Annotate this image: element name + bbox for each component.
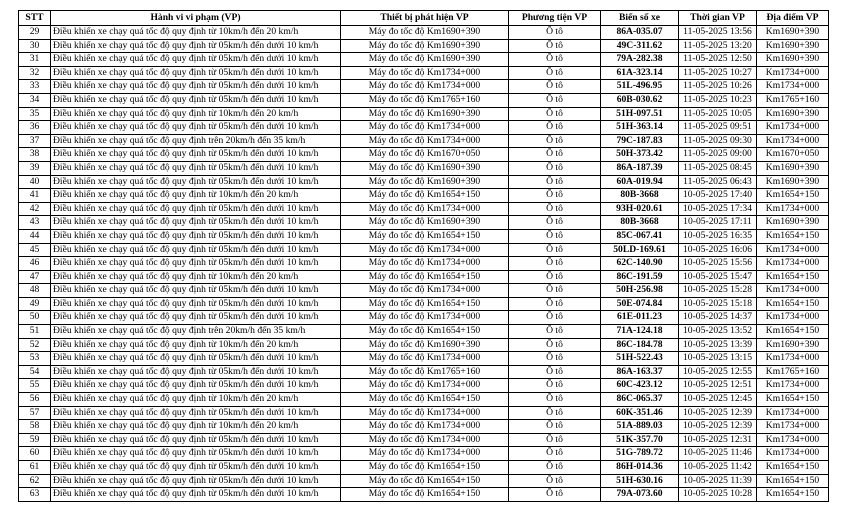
cell-time: 11-05-2025 06:43 — [679, 175, 757, 189]
cell-action: Điều khiển xe chạy quá tốc độ quy định từ 05km/h đến dưới 10 km/h — [51, 80, 341, 94]
cell-location: Km1734+000 — [757, 257, 829, 271]
cell-vehicle: Ô tô — [509, 39, 601, 53]
cell-device: Máy đo tốc độ Km1734+000 — [341, 420, 509, 434]
cell-location: Km1690+390 — [757, 26, 829, 40]
violations-table — [18, 10, 829, 502]
table-row — [19, 433, 829, 447]
cell-device: Máy đo tốc độ Km1690+390 — [341, 175, 509, 189]
cell-vehicle: Ô tô — [509, 474, 601, 488]
cell-vehicle: Ô tô — [509, 284, 601, 298]
table-row — [19, 338, 829, 352]
cell-stt: 57 — [19, 406, 51, 420]
cell-action: Điều khiển xe chạy quá tốc độ quy định từ 05km/h đến dưới 10 km/h — [51, 352, 341, 366]
cell-device: Máy đo tốc độ Km1734+000 — [341, 352, 509, 366]
table-row — [19, 161, 829, 175]
cell-location: Km1765+160 — [757, 365, 829, 379]
cell-vehicle: Ô tô — [509, 257, 601, 271]
cell-vehicle: Ô tô — [509, 107, 601, 121]
cell-action: Điều khiển xe chạy quá tốc độ quy định từ 05km/h đến dưới 10 km/h — [51, 93, 341, 107]
cell-plate: 60B-030.62 — [601, 93, 679, 107]
cell-action: Điều khiển xe chạy quá tốc độ quy định từ 05km/h đến dưới 10 km/h — [51, 175, 341, 189]
cell-stt: 59 — [19, 433, 51, 447]
cell-location: Km1654+150 — [757, 325, 829, 339]
cell-plate: 86A-163.37 — [601, 365, 679, 379]
cell-location: Km1734+000 — [757, 202, 829, 216]
cell-location: Km1734+000 — [757, 284, 829, 298]
cell-plate: 86A-035.07 — [601, 26, 679, 40]
table-row — [19, 474, 829, 488]
cell-stt: 30 — [19, 39, 51, 53]
cell-location: Km1670+050 — [757, 148, 829, 162]
cell-stt: 32 — [19, 66, 51, 80]
cell-device: Máy đo tốc độ Km1734+000 — [341, 257, 509, 271]
cell-plate: 79C-187.83 — [601, 134, 679, 148]
cell-stt: 51 — [19, 325, 51, 339]
cell-device: Máy đo tốc độ Km1765+160 — [341, 365, 509, 379]
cell-location: Km1734+000 — [757, 134, 829, 148]
cell-time: 10-05-2025 17:34 — [679, 202, 757, 216]
cell-device: Máy đo tốc độ Km1734+000 — [341, 66, 509, 80]
cell-location: Km1690+390 — [757, 338, 829, 352]
cell-vehicle: Ô tô — [509, 393, 601, 407]
table-row — [19, 107, 829, 121]
cell-stt: 38 — [19, 148, 51, 162]
cell-stt: 35 — [19, 107, 51, 121]
cell-location: Km1690+390 — [757, 161, 829, 175]
cell-device: Máy đo tốc độ Km1654+150 — [341, 488, 509, 502]
cell-plate: 93H-020.61 — [601, 202, 679, 216]
cell-vehicle: Ô tô — [509, 80, 601, 94]
cell-stt: 61 — [19, 461, 51, 475]
cell-plate: 61E-011.23 — [601, 311, 679, 325]
cell-action: Điều khiển xe chạy quá tốc độ quy định từ 10km/h đến 20 km/h — [51, 338, 341, 352]
cell-stt: 62 — [19, 474, 51, 488]
cell-vehicle: Ô tô — [509, 420, 601, 434]
cell-action: Điều khiển xe chạy quá tốc độ quy định từ 05km/h đến dưới 10 km/h — [51, 229, 341, 243]
cell-location: Km1734+000 — [757, 243, 829, 257]
cell-plate: 49C-311.62 — [601, 39, 679, 53]
cell-location: Km1654+150 — [757, 488, 829, 502]
cell-stt: 29 — [19, 26, 51, 40]
cell-action: Điều khiển xe chạy quá tốc độ quy định từ 05km/h đến dưới 10 km/h — [51, 461, 341, 475]
cell-plate: 51H-522.43 — [601, 352, 679, 366]
cell-stt: 41 — [19, 189, 51, 203]
table-row — [19, 216, 829, 230]
cell-plate: 60C-423.12 — [601, 379, 679, 393]
cell-location: Km1734+000 — [757, 352, 829, 366]
cell-action: Điều khiển xe chạy quá tốc độ quy định từ 05km/h đến dưới 10 km/h — [51, 121, 341, 135]
cell-location: Km1654+150 — [757, 393, 829, 407]
cell-plate: 51H-097.51 — [601, 107, 679, 121]
cell-action: Điều khiển xe chạy quá tốc độ quy định từ 05km/h đến dưới 10 km/h — [51, 433, 341, 447]
table-row — [19, 229, 829, 243]
cell-time: 10-05-2025 16:35 — [679, 229, 757, 243]
cell-device: Máy đo tốc độ Km1734+000 — [341, 134, 509, 148]
cell-device: Máy đo tốc độ Km1690+390 — [341, 39, 509, 53]
cell-time: 11-05-2025 10:23 — [679, 93, 757, 107]
cell-time: 10-05-2025 13:15 — [679, 352, 757, 366]
header-action: Hành vi vi phạm (VP) — [51, 11, 341, 26]
cell-plate: 50H-256.98 — [601, 284, 679, 298]
cell-plate: 86C-065.37 — [601, 393, 679, 407]
table-row — [19, 311, 829, 325]
table-row — [19, 66, 829, 80]
cell-action: Điều khiển xe chạy quá tốc độ quy định từ 10km/h đến 20 km/h — [51, 107, 341, 121]
table-row — [19, 243, 829, 257]
cell-stt: 37 — [19, 134, 51, 148]
cell-location: Km1734+000 — [757, 80, 829, 94]
cell-stt: 55 — [19, 379, 51, 393]
cell-plate: 79A-073.60 — [601, 488, 679, 502]
cell-time: 10-05-2025 11:42 — [679, 461, 757, 475]
cell-device: Máy đo tốc độ Km1734+000 — [341, 406, 509, 420]
cell-vehicle: Ô tô — [509, 66, 601, 80]
cell-device: Máy đo tốc độ Km1654+150 — [341, 297, 509, 311]
cell-stt: 47 — [19, 270, 51, 284]
cell-device: Máy đo tốc độ Km1690+390 — [341, 53, 509, 67]
cell-device: Máy đo tốc độ Km1654+150 — [341, 393, 509, 407]
cell-device: Máy đo tốc độ Km1734+000 — [341, 379, 509, 393]
cell-time: 10-05-2025 12:39 — [679, 406, 757, 420]
cell-stt: 50 — [19, 311, 51, 325]
cell-device: Máy đo tốc độ Km1734+000 — [341, 80, 509, 94]
table-row — [19, 39, 829, 53]
cell-plate: 86C-191.59 — [601, 270, 679, 284]
cell-plate: 50H-373.42 — [601, 148, 679, 162]
cell-time: 11-05-2025 09:30 — [679, 134, 757, 148]
cell-stt: 36 — [19, 121, 51, 135]
table-row — [19, 189, 829, 203]
cell-plate: 51H-363.14 — [601, 121, 679, 135]
cell-vehicle: Ô tô — [509, 488, 601, 502]
cell-action: Điều khiển xe chạy quá tốc độ quy định từ 10km/h đến 20 km/h — [51, 189, 341, 203]
cell-device: Máy đo tốc độ Km1654+150 — [341, 461, 509, 475]
cell-plate: 85C-067.41 — [601, 229, 679, 243]
cell-action: Điều khiển xe chạy quá tốc độ quy định từ 05km/h đến dưới 10 km/h — [51, 53, 341, 67]
cell-action: Điều khiển xe chạy quá tốc độ quy định trên 20km/h đến 35 km/h — [51, 134, 341, 148]
cell-location: Km1734+000 — [757, 433, 829, 447]
cell-stt: 45 — [19, 243, 51, 257]
cell-location: Km1654+150 — [757, 189, 829, 203]
cell-action: Điều khiển xe chạy quá tốc độ quy định từ 05km/h đến dưới 10 km/h — [51, 66, 341, 80]
cell-stt: 53 — [19, 352, 51, 366]
cell-device: Máy đo tốc độ Km1654+150 — [341, 229, 509, 243]
cell-action: Điều khiển xe chạy quá tốc độ quy định từ 10km/h đến 20 km/h — [51, 420, 341, 434]
cell-location: Km1690+390 — [757, 107, 829, 121]
table-row — [19, 406, 829, 420]
cell-stt: 63 — [19, 488, 51, 502]
cell-action: Điều khiển xe chạy quá tốc độ quy định từ 05km/h đến dưới 10 km/h — [51, 406, 341, 420]
cell-location: Km1734+000 — [757, 379, 829, 393]
cell-vehicle: Ô tô — [509, 325, 601, 339]
cell-time: 11-05-2025 13:20 — [679, 39, 757, 53]
cell-plate: 62C-140.90 — [601, 257, 679, 271]
cell-action: Điều khiển xe chạy quá tốc độ quy định từ 05km/h đến dưới 10 km/h — [51, 39, 341, 53]
header-location: Địa điểm VP — [757, 11, 829, 26]
cell-stt: 60 — [19, 447, 51, 461]
table-row — [19, 257, 829, 271]
cell-vehicle: Ô tô — [509, 121, 601, 135]
cell-plate: 51L-496.95 — [601, 80, 679, 94]
cell-vehicle: Ô tô — [509, 447, 601, 461]
cell-action: Điều khiển xe chạy quá tốc độ quy định từ 05km/h đến dưới 10 km/h — [51, 202, 341, 216]
cell-device: Máy đo tốc độ Km1690+390 — [341, 107, 509, 121]
table-header-row — [19, 11, 829, 26]
cell-device: Máy đo tốc độ Km1654+150 — [341, 270, 509, 284]
cell-vehicle: Ô tô — [509, 311, 601, 325]
cell-action: Điều khiển xe chạy quá tốc độ quy định từ 05km/h đến dưới 10 km/h — [51, 161, 341, 175]
cell-time: 11-05-2025 10:27 — [679, 66, 757, 80]
cell-location: Km1690+390 — [757, 175, 829, 189]
cell-time: 11-05-2025 13:56 — [679, 26, 757, 40]
cell-vehicle: Ô tô — [509, 433, 601, 447]
cell-location: Km1734+000 — [757, 406, 829, 420]
table-row — [19, 365, 829, 379]
cell-plate: 60A-019.94 — [601, 175, 679, 189]
cell-action: Điều khiển xe chạy quá tốc độ quy định từ 10km/h đến 20 km/h — [51, 393, 341, 407]
cell-stt: 42 — [19, 202, 51, 216]
cell-action: Điều khiển xe chạy quá tốc độ quy định từ 10km/h đến 20 km/h — [51, 270, 341, 284]
cell-device: Máy đo tốc độ Km1654+150 — [341, 325, 509, 339]
cell-location: Km1765+160 — [757, 93, 829, 107]
cell-plate: 50E-074.84 — [601, 297, 679, 311]
cell-device: Máy đo tốc độ Km1734+000 — [341, 311, 509, 325]
cell-action: Điều khiển xe chạy quá tốc độ quy định từ 05km/h đến dưới 10 km/h — [51, 474, 341, 488]
cell-plate: 61A-323.14 — [601, 66, 679, 80]
cell-stt: 39 — [19, 161, 51, 175]
cell-time: 10-05-2025 17:11 — [679, 216, 757, 230]
cell-plate: 60K-351.46 — [601, 406, 679, 420]
cell-vehicle: Ô tô — [509, 338, 601, 352]
cell-time: 11-05-2025 09:51 — [679, 121, 757, 135]
cell-action: Điều khiển xe chạy quá tốc độ quy định từ 05km/h đến dưới 10 km/h — [51, 257, 341, 271]
cell-vehicle: Ô tô — [509, 243, 601, 257]
cell-device: Máy đo tốc độ Km1654+150 — [341, 189, 509, 203]
cell-action: Điều khiển xe chạy quá tốc độ quy định từ 05km/h đến dưới 10 km/h — [51, 284, 341, 298]
cell-plate: 51K-357.70 — [601, 433, 679, 447]
cell-plate: 86C-184.78 — [601, 338, 679, 352]
cell-vehicle: Ô tô — [509, 229, 601, 243]
cell-stt: 31 — [19, 53, 51, 67]
cell-device: Máy đo tốc độ Km1734+000 — [341, 121, 509, 135]
cell-plate: 51A-889.03 — [601, 420, 679, 434]
cell-time: 11-05-2025 10:05 — [679, 107, 757, 121]
cell-action: Điều khiển xe chạy quá tốc độ quy định từ 05km/h đến dưới 10 km/h — [51, 297, 341, 311]
table-row — [19, 379, 829, 393]
cell-time: 10-05-2025 12:39 — [679, 420, 757, 434]
cell-device: Máy đo tốc độ Km1670+050 — [341, 148, 509, 162]
cell-plate: 50LD-169.61 — [601, 243, 679, 257]
cell-plate: 79A-282.38 — [601, 53, 679, 67]
cell-plate: 51G-789.72 — [601, 447, 679, 461]
cell-action: Điều khiển xe chạy quá tốc độ quy định từ 05km/h đến dưới 10 km/h — [51, 216, 341, 230]
table-row — [19, 297, 829, 311]
cell-time: 11-05-2025 08:45 — [679, 161, 757, 175]
cell-time: 10-05-2025 12:51 — [679, 379, 757, 393]
table-row — [19, 420, 829, 434]
cell-time: 10-05-2025 11:39 — [679, 474, 757, 488]
table-row — [19, 175, 829, 189]
cell-vehicle: Ô tô — [509, 202, 601, 216]
cell-device: Máy đo tốc độ Km1690+390 — [341, 26, 509, 40]
cell-vehicle: Ô tô — [509, 134, 601, 148]
table-row — [19, 461, 829, 475]
table-row — [19, 121, 829, 135]
cell-time: 10-05-2025 12:45 — [679, 393, 757, 407]
cell-action: Điều khiển xe chạy quá tốc độ quy định trên 20km/h đến 35 km/h — [51, 325, 341, 339]
cell-time: 10-05-2025 11:46 — [679, 447, 757, 461]
cell-time: 10-05-2025 16:06 — [679, 243, 757, 257]
cell-device: Máy đo tốc độ Km1690+390 — [341, 161, 509, 175]
table-row — [19, 325, 829, 339]
cell-action: Điều khiển xe chạy quá tốc độ quy định từ 05km/h đến dưới 10 km/h — [51, 447, 341, 461]
table-row — [19, 93, 829, 107]
cell-vehicle: Ô tô — [509, 379, 601, 393]
table-row — [19, 26, 829, 40]
cell-time: 10-05-2025 15:18 — [679, 297, 757, 311]
cell-time: 10-05-2025 15:28 — [679, 284, 757, 298]
cell-device: Máy đo tốc độ Km1734+000 — [341, 447, 509, 461]
header-stt: STT — [19, 11, 51, 26]
cell-device: Máy đo tốc độ Km1654+150 — [341, 474, 509, 488]
cell-location: Km1690+390 — [757, 53, 829, 67]
header-device: Thiết bị phát hiện VP — [341, 11, 509, 26]
cell-stt: 52 — [19, 338, 51, 352]
cell-time: 10-05-2025 14:37 — [679, 311, 757, 325]
cell-stt: 43 — [19, 216, 51, 230]
cell-vehicle: Ô tô — [509, 189, 601, 203]
cell-vehicle: Ô tô — [509, 461, 601, 475]
table-row — [19, 270, 829, 284]
cell-location: Km1654+150 — [757, 474, 829, 488]
cell-location: Km1734+000 — [757, 121, 829, 135]
cell-location: Km1654+150 — [757, 461, 829, 475]
cell-time: 11-05-2025 09:00 — [679, 148, 757, 162]
table-body — [19, 26, 829, 502]
table-row — [19, 134, 829, 148]
cell-action: Điều khiển xe chạy quá tốc độ quy định từ 05km/h đến dưới 10 km/h — [51, 365, 341, 379]
cell-vehicle: Ô tô — [509, 406, 601, 420]
cell-device: Máy đo tốc độ Km1734+000 — [341, 433, 509, 447]
cell-time: 11-05-2025 10:26 — [679, 80, 757, 94]
cell-stt: 46 — [19, 257, 51, 271]
cell-location: Km1690+390 — [757, 216, 829, 230]
cell-stt: 40 — [19, 175, 51, 189]
cell-time: 10-05-2025 15:56 — [679, 257, 757, 271]
cell-stt: 48 — [19, 284, 51, 298]
cell-location: Km1734+000 — [757, 311, 829, 325]
cell-vehicle: Ô tô — [509, 216, 601, 230]
cell-vehicle: Ô tô — [509, 148, 601, 162]
cell-action: Điều khiển xe chạy quá tốc độ quy định từ 05km/h đến dưới 10 km/h — [51, 379, 341, 393]
cell-action: Điều khiển xe chạy quá tốc độ quy định từ 05km/h đến dưới 10 km/h — [51, 148, 341, 162]
cell-vehicle: Ô tô — [509, 352, 601, 366]
cell-time: 11-05-2025 12:50 — [679, 53, 757, 67]
cell-device: Máy đo tốc độ Km1690+390 — [341, 216, 509, 230]
cell-device: Máy đo tốc độ Km1734+000 — [341, 243, 509, 257]
cell-action: Điều khiển xe chạy quá tốc độ quy định từ 05km/h đến dưới 10 km/h — [51, 311, 341, 325]
cell-device: Máy đo tốc độ Km1734+000 — [341, 284, 509, 298]
table-row — [19, 393, 829, 407]
cell-stt: 33 — [19, 80, 51, 94]
table-row — [19, 80, 829, 94]
cell-location: Km1690+390 — [757, 39, 829, 53]
cell-action: Điều khiển xe chạy quá tốc độ quy định từ 05km/h đến dưới 10 km/h — [51, 488, 341, 502]
header-vehicle: Phương tiện VP — [509, 11, 601, 26]
cell-vehicle: Ô tô — [509, 270, 601, 284]
cell-vehicle: Ô tô — [509, 53, 601, 67]
cell-plate: 80B-3668 — [601, 216, 679, 230]
header-plate: Biển số xe — [601, 11, 679, 26]
table-row — [19, 202, 829, 216]
cell-stt: 34 — [19, 93, 51, 107]
table-row — [19, 148, 829, 162]
table-row — [19, 447, 829, 461]
cell-time: 10-05-2025 12:55 — [679, 365, 757, 379]
cell-vehicle: Ô tô — [509, 26, 601, 40]
cell-vehicle: Ô tô — [509, 161, 601, 175]
cell-time: 10-05-2025 13:52 — [679, 325, 757, 339]
cell-plate: 51H-630.16 — [601, 474, 679, 488]
cell-stt: 56 — [19, 393, 51, 407]
cell-stt: 49 — [19, 297, 51, 311]
table-row — [19, 53, 829, 67]
cell-stt: 54 — [19, 365, 51, 379]
cell-device: Máy đo tốc độ Km1734+000 — [341, 202, 509, 216]
cell-location: Km1654+150 — [757, 297, 829, 311]
cell-stt: 58 — [19, 420, 51, 434]
cell-plate: 80B-3668 — [601, 189, 679, 203]
header-time: Thời gian VP — [679, 11, 757, 26]
cell-stt: 44 — [19, 229, 51, 243]
cell-time: 10-05-2025 12:31 — [679, 433, 757, 447]
cell-action: Điều khiển xe chạy quá tốc độ quy định từ 05km/h đến dưới 10 km/h — [51, 243, 341, 257]
cell-time: 10-05-2025 13:39 — [679, 338, 757, 352]
cell-device: Máy đo tốc độ Km1690+390 — [341, 338, 509, 352]
table-row — [19, 488, 829, 502]
cell-device: Máy đo tốc độ Km1765+160 — [341, 93, 509, 107]
table-row — [19, 352, 829, 366]
cell-time: 10-05-2025 17:40 — [679, 189, 757, 203]
cell-location: Km1734+000 — [757, 66, 829, 80]
table-row — [19, 284, 829, 298]
cell-plate: 86H-014.36 — [601, 461, 679, 475]
cell-time: 10-05-2025 10:28 — [679, 488, 757, 502]
cell-plate: 71A-124.18 — [601, 325, 679, 339]
cell-location: Km1654+150 — [757, 229, 829, 243]
cell-location: Km1734+000 — [757, 420, 829, 434]
cell-vehicle: Ô tô — [509, 175, 601, 189]
cell-plate: 86A-187.39 — [601, 161, 679, 175]
cell-vehicle: Ô tô — [509, 297, 601, 311]
cell-vehicle: Ô tô — [509, 93, 601, 107]
cell-location: Km1654+150 — [757, 270, 829, 284]
cell-vehicle: Ô tô — [509, 365, 601, 379]
cell-action: Điều khiển xe chạy quá tốc độ quy định từ 10km/h đến 20 km/h — [51, 26, 341, 40]
cell-time: 10-05-2025 15:47 — [679, 270, 757, 284]
cell-location: Km1734+000 — [757, 447, 829, 461]
